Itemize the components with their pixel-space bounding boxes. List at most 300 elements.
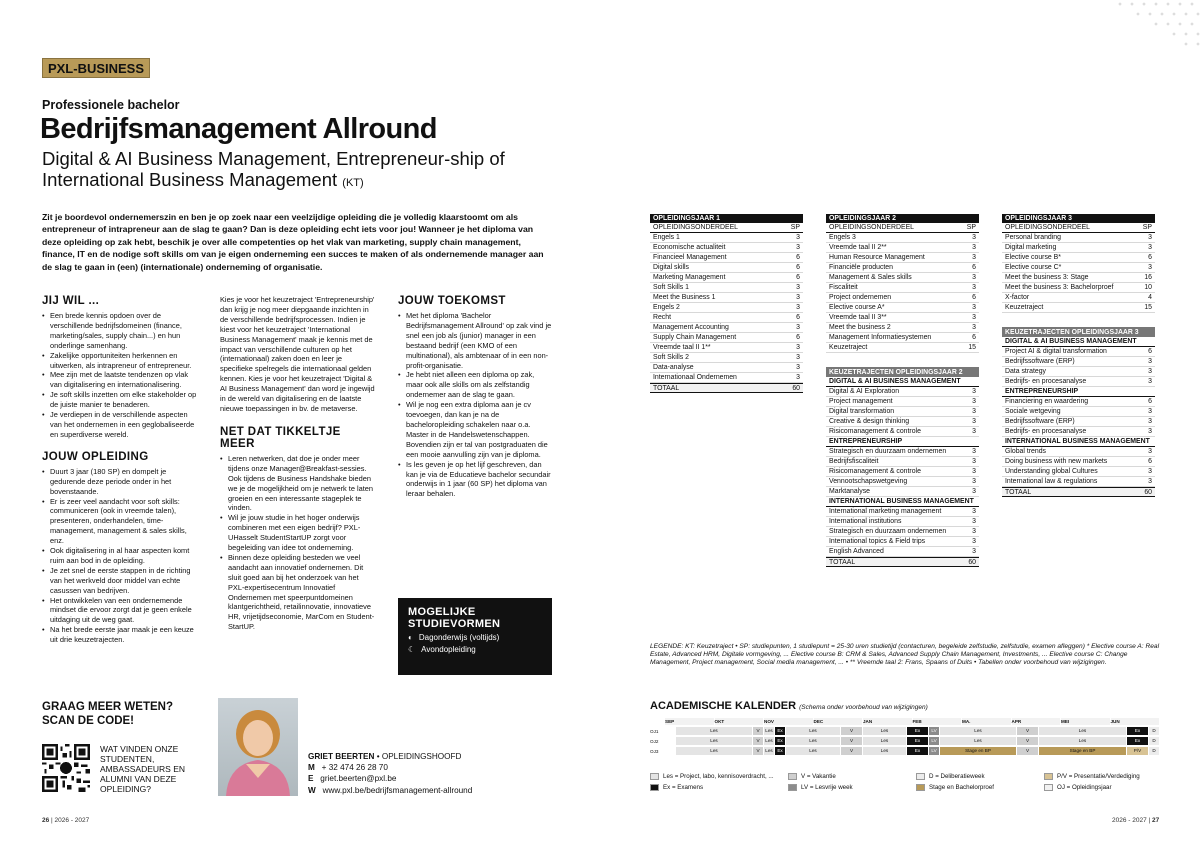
table-row [826, 397, 979, 407]
table-row [1002, 357, 1155, 367]
course-sp: 3 [972, 538, 976, 545]
calendar-segment [665, 727, 676, 735]
course-name: Management Accounting [653, 324, 729, 331]
course-sp: 3 [972, 468, 976, 475]
course-sp: 3 [1148, 428, 1152, 435]
course-name: Marketing Management [653, 274, 726, 281]
legend-label: OJ = Opleidingsjaar [1057, 784, 1112, 791]
course-name: Elective course A* [829, 304, 885, 311]
keuzetraject-section: ENTREPRENEURSHIP [1002, 387, 1155, 397]
table-row [826, 527, 979, 537]
table-row [826, 427, 979, 437]
calendar-segment: V [753, 737, 764, 745]
course-sp: 60 [792, 385, 800, 392]
web-label: W [308, 785, 316, 795]
course-name: International law & regulations [1005, 478, 1098, 485]
table-row [650, 223, 803, 233]
contact-email[interactable]: griet.beerten@pxl.be [320, 774, 397, 784]
course-name: Project AI & digital transformation [1005, 348, 1107, 355]
table-row [1002, 233, 1155, 243]
course-sp: 6 [796, 334, 800, 341]
list-item: • Met het diploma 'Bachelor Bedrijfsmanagement Allround' op zak vind je snel een job als (junior) manager in een bestaand bedrijf (een KMO of een multinational), als ambtenaar of in een non-profit-organisatie. [398, 311, 552, 370]
calendar-legend-item [1044, 784, 1160, 791]
calendar-segment: D [1149, 737, 1160, 745]
course-name: Elective course B* [1005, 254, 1061, 261]
qr-code[interactable] [42, 744, 90, 792]
course-sp: 3 [796, 294, 800, 301]
course-name: Vreemde taal II 1** [653, 344, 711, 351]
course-sp: 3 [1148, 448, 1152, 455]
table-row [650, 333, 803, 343]
course-sp: 3 [972, 508, 976, 515]
calendar-segment: Les [940, 737, 1017, 745]
contact-website[interactable]: www.pxl.be/bedrijfsmanagement-allround [322, 785, 473, 795]
list-item: • Er is zeer veel aandacht voor soft skills: communiceren (ook in vreemde talen), presenteren, onderhandelen, time-management, management & sales skills, enz. [42, 497, 200, 547]
table-row [826, 487, 979, 497]
list-item: • Je soft skills inzetten om elke stakeholder op de juiste manier te benaderen. [42, 390, 200, 410]
legend-swatch [916, 784, 925, 791]
table-title: OPLEIDINGSJAAR 3 [1002, 214, 1155, 223]
course-name: Bedrijfsfiscaliteit [829, 458, 879, 465]
course-sp: SP [1142, 224, 1152, 231]
course-name: Creative & design thinking [829, 418, 910, 425]
course-name: Project management [829, 398, 893, 405]
course-name: Management Informatiesystemen [829, 334, 932, 341]
table-title: OPLEIDINGSJAAR 1 [650, 214, 803, 223]
legend-swatch [650, 784, 659, 791]
course-name: Internationaal Ondernemen [653, 374, 737, 381]
column-2 [220, 295, 376, 632]
calendar-month: FEB [913, 718, 963, 725]
studievorm-label: Dagonderwijs (voltijds) [418, 633, 500, 642]
calendar-segment: Les [786, 747, 841, 755]
course-name: Vennootschapswetgeving [829, 478, 908, 485]
list-item: • Is les geven je op het lijf geschreven, dan kan je via de Educatieve bachelor secundair onderwijs in 1 jaar (60 SP) het diploma van leraar behalen. [398, 460, 552, 500]
calendar-segment: LV [929, 737, 940, 745]
course-sp: SP [966, 224, 976, 231]
course-sp: 3 [796, 344, 800, 351]
calendar-month: OKT [715, 718, 765, 725]
studievormen-heading: MOGELIJKE STUDIEVORMEN [408, 606, 501, 630]
table-row [1002, 273, 1155, 283]
course-name: Understanding global Cultures [1005, 468, 1098, 475]
course-sp: 3 [972, 398, 976, 405]
column-3 [398, 295, 552, 499]
table-row [826, 303, 979, 313]
keuzetraject-section: INTERNATIONAL BUSINESS MANAGEMENT [826, 497, 979, 507]
course-name: X-factor [1005, 294, 1030, 301]
course-name: Strategisch en duurzaam ondernemen [829, 528, 947, 535]
table-row [650, 343, 803, 353]
calendar-segment: Les [940, 727, 1017, 735]
sun-icon: ◐ [408, 633, 413, 642]
calendar-row-label: OJ1 [650, 728, 659, 734]
table-row [1002, 447, 1155, 457]
page-number-right: 2026 - 2027 | 27 [1112, 817, 1160, 824]
course-name: Engels 3 [829, 234, 856, 241]
course-sp: 3 [972, 388, 976, 395]
calendar-segment: Les [786, 727, 841, 735]
table-row [650, 373, 803, 383]
contact-web-line [308, 785, 472, 796]
table-row [650, 293, 803, 303]
legend-label: Ex = Examens [663, 784, 704, 791]
table-row [826, 293, 979, 303]
course-sp: 60 [968, 559, 976, 566]
table-row [1002, 377, 1155, 387]
meer-weten-heading: GRAAG MEER WETEN? SCAN DE CODE! [42, 701, 173, 727]
calendar-month-row [650, 716, 1160, 726]
table-row [1002, 457, 1155, 467]
decorative-dot-pattern [1060, 0, 1200, 60]
course-name: Risicomanagement & controle [829, 468, 921, 475]
table-row [650, 323, 803, 333]
course-name: Fiscaliteit [829, 284, 858, 291]
course-sp: 3 [796, 324, 800, 331]
course-sp: 3 [796, 304, 800, 311]
course-name: TOTAAL [653, 385, 680, 392]
course-name: Engels 1 [653, 234, 680, 241]
legend-swatch [788, 773, 797, 780]
page-num: 27 [1152, 817, 1160, 824]
legend-label: Les = Project, labo, kennisoverdracht, ... [663, 773, 774, 780]
legend-swatch [1044, 784, 1053, 791]
table-row [650, 233, 803, 243]
list-item: • Na het brede eerste jaar maak je een keuze uit drie keuzetrajecten. [42, 625, 200, 645]
keuzetraject-section: ENTREPRENEURSHIP [826, 437, 979, 447]
course-sp: 6 [796, 254, 800, 261]
course-name: Marktanalyse [829, 488, 870, 495]
qr-caption: WAT VINDEN ONZE STUDENTEN, AMBASSADEURS EN ALUMNI VAN DEZE OPLEIDING? [100, 744, 186, 794]
course-sp: 3 [796, 364, 800, 371]
calendar-row-label: OJ2 [650, 738, 659, 744]
table-row [1002, 253, 1155, 263]
legend-swatch [650, 773, 659, 780]
course-name: Vreemde taal II 3** [829, 314, 887, 321]
table-row [1002, 367, 1155, 377]
course-name: Financiering en waardering [1005, 398, 1089, 405]
table-row [650, 263, 803, 273]
table-row [1002, 243, 1155, 253]
list-item: • Wil je nog een extra diploma aan je cv toevoegen, dan kan je na de bacheloropleiding schakelen naar o.a. Master in de Handelswetenschappen. Bovendien zijn er tal van postgraduaten die een mooie aanvulling zijn van je diploma. [398, 400, 552, 459]
tikkeltje-list [220, 454, 376, 632]
calendar-row [650, 746, 1160, 756]
calendar-segment: Les [863, 747, 907, 755]
table-row [826, 263, 979, 273]
course-sp: 4 [1148, 294, 1152, 301]
course-sp: 3 [972, 418, 976, 425]
table-year-1 [650, 214, 803, 393]
calendar-legend-item [1044, 773, 1160, 780]
toekomst-list [398, 311, 552, 499]
calendar-legend-item [916, 784, 1044, 791]
table-row [826, 557, 979, 567]
course-sp: 3 [972, 428, 976, 435]
calendar-segment: Les [676, 747, 753, 755]
course-sp: 6 [1148, 398, 1152, 405]
course-name: Elective course C* [1005, 264, 1062, 271]
course-name: Bedrijfs- en procesanalyse [1005, 428, 1087, 435]
calendar-segment: Ex [907, 747, 929, 755]
moon-icon: ☾ [408, 645, 416, 654]
table-row [826, 447, 979, 457]
course-name: Data-analyse [653, 364, 694, 371]
course-sp: 3 [972, 448, 976, 455]
table-row [826, 343, 979, 353]
contact-photo [218, 698, 298, 796]
list-item: • Het ontwikkelen van een ondernemende mindset die ervoor zorgt dat je geen enkele uitdaging uit de weg gaat. [42, 596, 200, 626]
course-name: Digital & AI Exploration [829, 388, 900, 395]
course-sp: 3 [1148, 408, 1152, 415]
course-sp: 3 [1148, 234, 1152, 241]
jouw-opleiding-heading: JOUW OPLEIDING [42, 450, 149, 463]
table-row [1002, 347, 1155, 357]
calendar-segment: LV [929, 747, 940, 755]
table-row [826, 457, 979, 467]
course-sp: 3 [1148, 264, 1152, 271]
table-row [1002, 417, 1155, 427]
table-year-3 [1002, 214, 1155, 497]
course-sp: 10 [1144, 284, 1152, 291]
course-name: Keuzetraject [829, 344, 868, 351]
course-name: Recht [653, 314, 672, 321]
keuzetraject-section: DIGITAL & AI BUSINESS MANAGEMENT [826, 377, 979, 387]
tikkeltje-heading: NET DAT TIKKELTJE MEER [220, 425, 341, 450]
table-row [650, 353, 803, 363]
calendar-month: DEC [814, 718, 864, 725]
course-sp: SP [790, 224, 800, 231]
calendar-title [650, 700, 928, 712]
calendar-segment: Ex [907, 727, 929, 735]
jij-wil-heading: JIJ WIL ... [42, 295, 100, 307]
course-name: English Advanced [829, 548, 884, 555]
contact-block [308, 751, 472, 796]
legend-label: P/V = Presentatie/Verdediging [1057, 773, 1140, 780]
course-name: Meet the business 2 [829, 324, 891, 331]
jij-wil-list [42, 311, 200, 440]
course-sp: 3 [972, 458, 976, 465]
list-item: • Je verdiepen in de verschillende aspecten van het ondernemen in een geglobaliseerde en superdiverse wereld. [42, 410, 200, 440]
course-name: Digital skills [653, 264, 689, 271]
page-number-left: 26 | 2026 - 2027 [42, 817, 90, 824]
calendar-segment: D [1149, 747, 1160, 755]
studievorm-label: Avondopleiding [421, 645, 476, 654]
course-sp: 3 [972, 518, 976, 525]
calendar-segment: LV [929, 727, 940, 735]
course-sp: 3 [796, 284, 800, 291]
page-num: 26 [42, 817, 50, 824]
table-row [650, 363, 803, 373]
calendar-segment [665, 737, 676, 745]
course-sp: 60 [1144, 489, 1152, 496]
calendar-legend [650, 773, 1160, 791]
table-row [1002, 487, 1155, 497]
course-sp: 3 [1148, 358, 1152, 365]
course-name: TOTAAL [1005, 489, 1032, 496]
calendar-segment: Ex [775, 737, 786, 745]
list-item: • Ook digitalisering in al haar aspecten komt ruim aan bod in de opleiding. [42, 546, 200, 566]
table-row [1002, 303, 1155, 313]
calendar-month: APR [1012, 718, 1062, 725]
calendar-segment: Ex [1127, 727, 1149, 735]
course-name: Meet the business 3: Stage [1005, 274, 1089, 281]
legend-swatch [916, 773, 925, 780]
table-row [650, 383, 803, 393]
course-name: OPLEIDINGSONDERDEEL [1005, 224, 1091, 231]
calendar-title-text: ACADEMISCHE KALENDER [650, 700, 797, 712]
calendar-segment: Ex [1127, 737, 1149, 745]
course-name: International institutions [829, 518, 902, 525]
contact-name-line: GRIET BEERTEN • OPLEIDINGSHOOFD [308, 752, 462, 761]
calendar-segment: Les [863, 727, 907, 735]
contact-phone-line [308, 762, 472, 773]
calendar-legend-item [916, 773, 1044, 780]
legend-swatch [788, 784, 797, 791]
course-sp: 3 [796, 244, 800, 251]
calendar-month: MEI [1061, 718, 1111, 725]
table-row [826, 387, 979, 397]
course-sp: 15 [1144, 304, 1152, 311]
course-name: Digital marketing [1005, 244, 1057, 251]
course-sp: 3 [972, 244, 976, 251]
page-year: 2026 - 2027 [1112, 817, 1147, 824]
course-name: Data strategy [1005, 368, 1046, 375]
calendar-segment [665, 747, 676, 755]
course-sp: 3 [972, 304, 976, 311]
course-sp: 3 [972, 234, 976, 241]
legend-label: Stage en Bachelorproef [929, 784, 995, 791]
table-row [1002, 427, 1155, 437]
calendar-row [650, 726, 1160, 736]
calendar-segment: V [753, 727, 764, 735]
table-row [1002, 263, 1155, 273]
calendar-row [650, 736, 1160, 746]
table-row [1002, 407, 1155, 417]
table-row [1002, 467, 1155, 477]
course-name: Supply Chain Management [653, 334, 737, 341]
course-sp: 3 [972, 314, 976, 321]
keuzetraject-section: DIGITAL & AI BUSINESS MANAGEMENT [1002, 337, 1155, 347]
course-sp: 6 [972, 334, 976, 341]
course-sp: 3 [1148, 244, 1152, 251]
email-label: E [308, 774, 314, 784]
course-sp: 6 [796, 274, 800, 281]
page-year: 2026 - 2027 [54, 817, 90, 824]
course-sp: 3 [1148, 368, 1152, 375]
course-sp: 6 [972, 264, 976, 271]
calendar-note: (Schema onder voorbehoud van wijzigingen) [799, 704, 928, 711]
course-name: Engels 2 [653, 304, 680, 311]
pretitle: Professionele bachelor [42, 98, 180, 112]
course-name: Meet the Business 1 [653, 294, 716, 301]
course-name: OPLEIDINGSONDERDEEL [653, 224, 739, 231]
course-sp: 3 [972, 478, 976, 485]
studievorm-avond [408, 645, 542, 654]
course-name: International marketing management [829, 508, 942, 515]
calendar-segment: Les [1039, 727, 1127, 735]
keuzetraject-title: KEUZETRAJECTEN OPLEIDINGSJAAR 3 [1002, 327, 1155, 337]
table-row [826, 407, 979, 417]
table-row [1002, 477, 1155, 487]
list-item: • Binnen deze opleiding besteden we veel aandacht aan innovatief ondernemen. Dit sluit goed aan bij het onderzoek van het PXL-expertisecentrum Innovatief Ondernemen met speerpuntdomeinen klantgerichtheid, retailinnovatie, innovatieve HR, vrijetijdseconomie, MarCom en Student-StartUP. [220, 553, 376, 632]
list-item: • Wil je jouw studie in het hoger onderwijs combineren met een eigen bedrijf? PXL-UHasselt StudentStartUP zorgt voor begeleiding van idee tot onderneming. [220, 513, 376, 553]
table-year-2 [826, 214, 979, 567]
course-name: Financiële producten [829, 264, 893, 271]
course-name: Sociale wetgeving [1005, 408, 1061, 415]
course-name: Meet the business 3: Bachelorproef [1005, 284, 1114, 291]
course-sp: 6 [1148, 254, 1152, 261]
course-name: Bedrijfssoftware (ERP) [1005, 358, 1075, 365]
studievormen-box [398, 598, 552, 675]
course-name: International topics & Field trips [829, 538, 926, 545]
course-sp: 3 [972, 528, 976, 535]
column-1 [42, 295, 200, 645]
list-item: • Mee zijn met de laatste tendenzen op vlak van digitalisering en internationalisering. [42, 370, 200, 390]
course-sp: 3 [796, 354, 800, 361]
calendar-segment: Les [1039, 737, 1127, 745]
page-subtitle [42, 148, 562, 194]
course-sp: 3 [972, 274, 976, 281]
calendar-month: NOV [764, 718, 814, 725]
calendar-segment: V [841, 747, 863, 755]
calendar-legend-item [788, 784, 916, 791]
table-row [1002, 293, 1155, 303]
course-name: Global trends [1005, 448, 1046, 455]
keuzetraject-section: INTERNATIONAL BUSINESS MANAGEMENT [1002, 437, 1155, 447]
calendar-month: JUN [1111, 718, 1161, 725]
list-item: • Je hebt niet alleen een diploma op zak, maar ook alle skills om als zelfstandig ondernemer aan de slag te gaan. [398, 370, 552, 400]
calendar-segment: Stage en BP [1039, 747, 1127, 755]
table-row [826, 477, 979, 487]
contact-phone[interactable]: + 32 474 26 28 70 [321, 763, 388, 773]
table-row [650, 253, 803, 263]
legend-text: LEGENDE: KT: Keuzetraject • SP: studiepunten, 1 studiepunt = 25-30 uren studietijd (contacturen, begeleide zelfstudie, zelfstudie, examen afleggen) * Elective course A: Real Estate, Advanced HRM, Digitale vormgeving, ... Elective course B: CRM & Sales, Advanced Supply Chain Management, Investments, ... Elective course C: Change Management, Project management, Social media management, ... • ** Vreemde taal 2: Frans, Spaans of Duits • Tabellen onder voorbehoud van wijzigingen. [650, 643, 1160, 667]
course-name: Strategisch en duurzaam ondernemen [829, 448, 947, 455]
course-name: Risicomanagement & controle [829, 428, 921, 435]
calendar-segment: V [1017, 737, 1039, 745]
spacer [1002, 313, 1155, 321]
table-row [826, 233, 979, 243]
calendar-segment: Les [764, 737, 775, 745]
toekomst-heading: JOUW TOEKOMST [398, 295, 506, 307]
course-name: OPLEIDINGSONDERDEEL [829, 224, 915, 231]
jouw-opleiding-list [42, 467, 200, 645]
legend-swatch [1044, 773, 1053, 780]
legend-label: V = Vakantie [801, 773, 836, 780]
course-sp: 3 [972, 324, 976, 331]
table-row [1002, 397, 1155, 407]
calendar-legend-item [788, 773, 916, 780]
course-sp: 3 [972, 408, 976, 415]
contact-name: GRIET BEERTEN [308, 752, 375, 761]
calendar-segment: V [1017, 727, 1039, 735]
course-name: Soft Skills 2 [653, 354, 689, 361]
table-row [826, 467, 979, 477]
person-portrait-icon [218, 698, 298, 796]
contact-role: OPLEIDINGSHOOFD [381, 752, 462, 761]
table-row [826, 547, 979, 557]
course-name: Doing business with new markets [1005, 458, 1108, 465]
list-item: • Je zet snel de eerste stappen in de richting van het werkveld door middel van echte casussen van bedrijven. [42, 566, 200, 596]
calendar-segment: V [841, 727, 863, 735]
course-sp: 3 [972, 254, 976, 261]
calendar-segment: Les [676, 737, 753, 745]
course-name: Personal branding [1005, 234, 1061, 241]
course-sp: 6 [796, 314, 800, 321]
legend-label: LV = Lesvrije week [801, 784, 853, 791]
calendar-segment: V [753, 747, 764, 755]
table-row [826, 323, 979, 333]
